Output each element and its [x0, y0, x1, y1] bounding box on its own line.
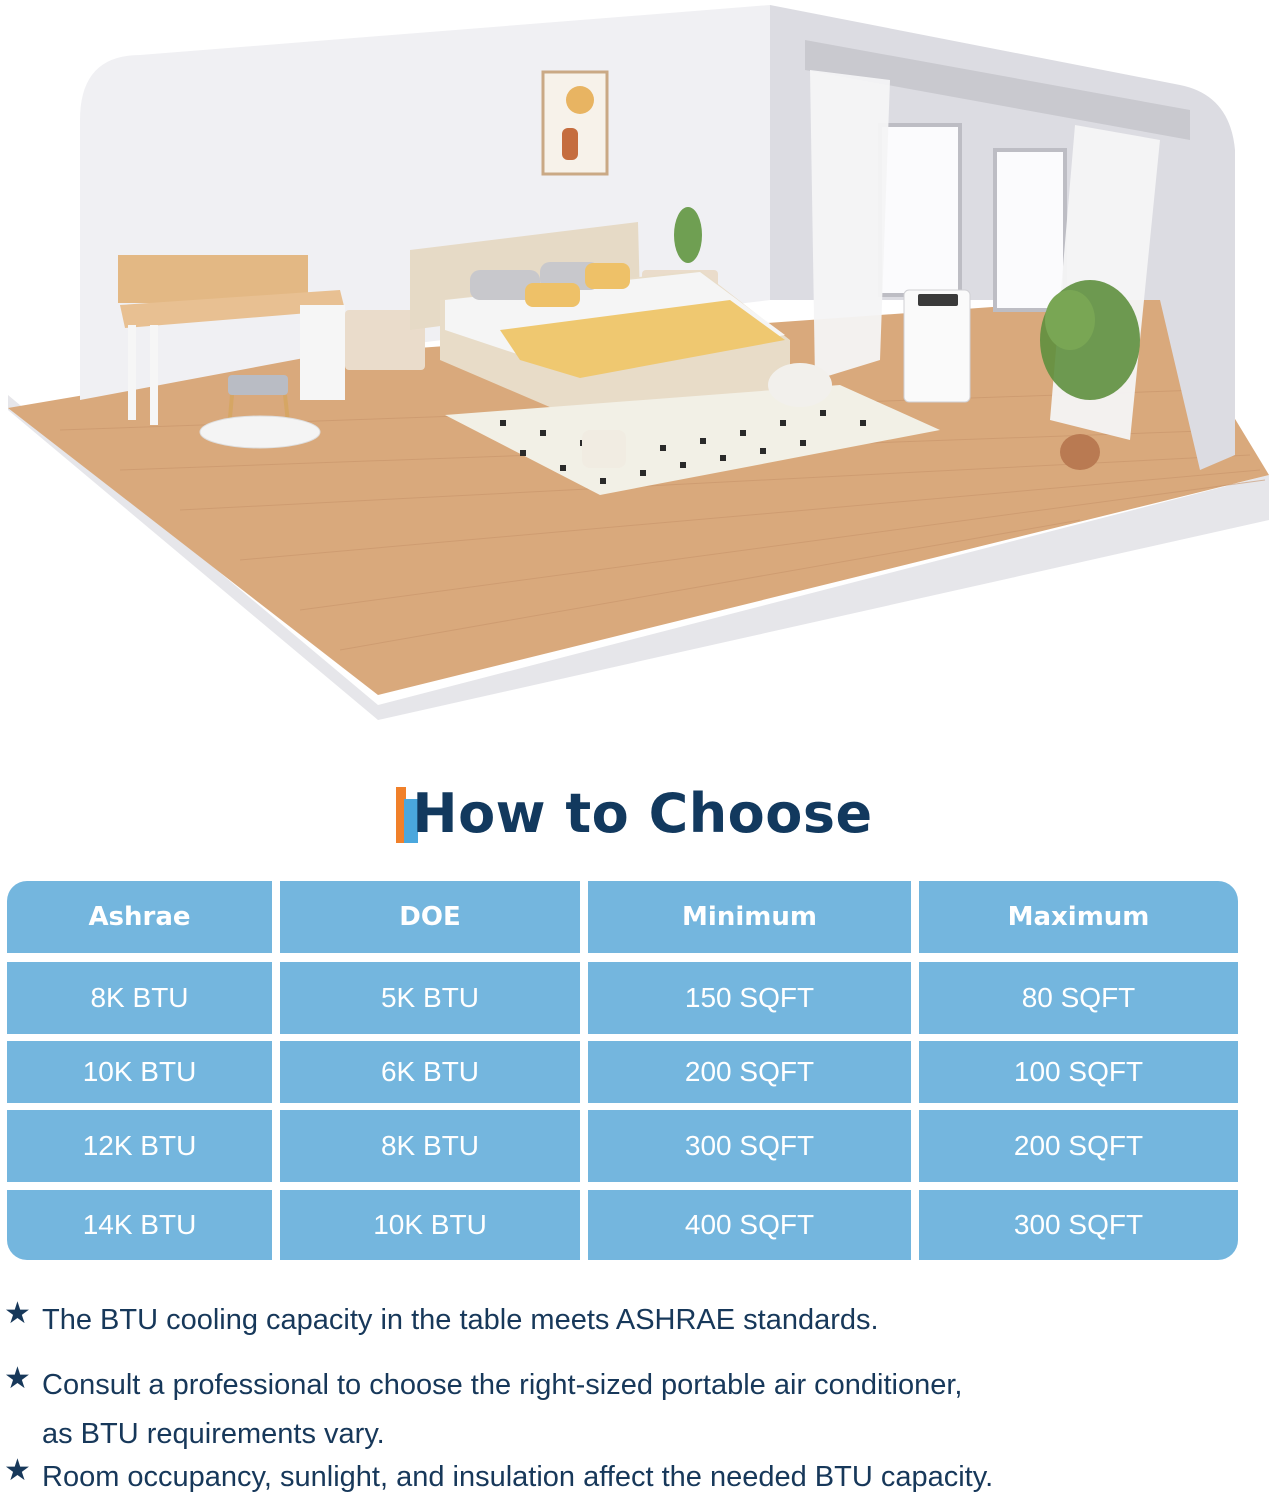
room-illustration [0, 0, 1269, 720]
star-icon: ★ [4, 1362, 31, 1395]
table-cell: 200 SQFT [588, 1041, 911, 1103]
btu-table [7, 881, 1238, 1260]
note-item [4, 1453, 993, 1501]
window-left [880, 125, 960, 295]
basket [582, 430, 626, 468]
table-cell: 10K BTU [7, 1041, 272, 1103]
note-text: Consult a professional to choose the right-sized portable air conditioner, [42, 1369, 963, 1401]
note-text: Room occupancy, sunlight, and insulation affect the needed BTU capacity. [42, 1461, 994, 1493]
table-cell: 100 SQFT [919, 1041, 1238, 1103]
note-text: as BTU requirements vary. [42, 1418, 385, 1450]
table-header-ashrae: Ashrae [7, 881, 272, 953]
table-header-minimum: Minimum [588, 881, 911, 953]
table-cell: 80 SQFT [919, 962, 1238, 1034]
table-cell: 300 SQFT [919, 1190, 1238, 1260]
floor-plant-pot [1060, 434, 1100, 470]
table-header-maximum: Maximum [919, 881, 1238, 953]
desk-chair [228, 375, 288, 395]
table-cell: 400 SQFT [588, 1190, 911, 1260]
curtain-left [810, 70, 890, 380]
note-item [4, 1296, 879, 1344]
table-cell: 14K BTU [7, 1190, 272, 1260]
table-cell: 8K BTU [7, 962, 272, 1034]
section-title-row [0, 778, 1269, 848]
note-item-continuation [4, 1410, 385, 1458]
round-rug [200, 416, 320, 448]
table-cell: 300 SQFT [588, 1110, 911, 1182]
table-cell: 150 SQFT [588, 962, 911, 1034]
table-cell: 5K BTU [280, 962, 580, 1034]
table-cell: 10K BTU [280, 1190, 580, 1260]
window-right [995, 150, 1065, 310]
table-cell: 12K BTU [7, 1110, 272, 1182]
portable-ac-unit [904, 290, 970, 402]
stool [768, 363, 832, 407]
star-icon: ★ [4, 1454, 31, 1487]
page-title: How to Choose [412, 781, 873, 845]
star-icon: ★ [4, 1297, 31, 1330]
table-cell: 6K BTU [280, 1041, 580, 1103]
note-item [4, 1361, 962, 1409]
note-text: The BTU cooling capacity in the table meets ASHRAE standards. [42, 1304, 879, 1336]
table-cell: 200 SQFT [919, 1110, 1238, 1182]
table-cell: 8K BTU [280, 1110, 580, 1182]
table-header-doe: DOE [280, 881, 580, 953]
